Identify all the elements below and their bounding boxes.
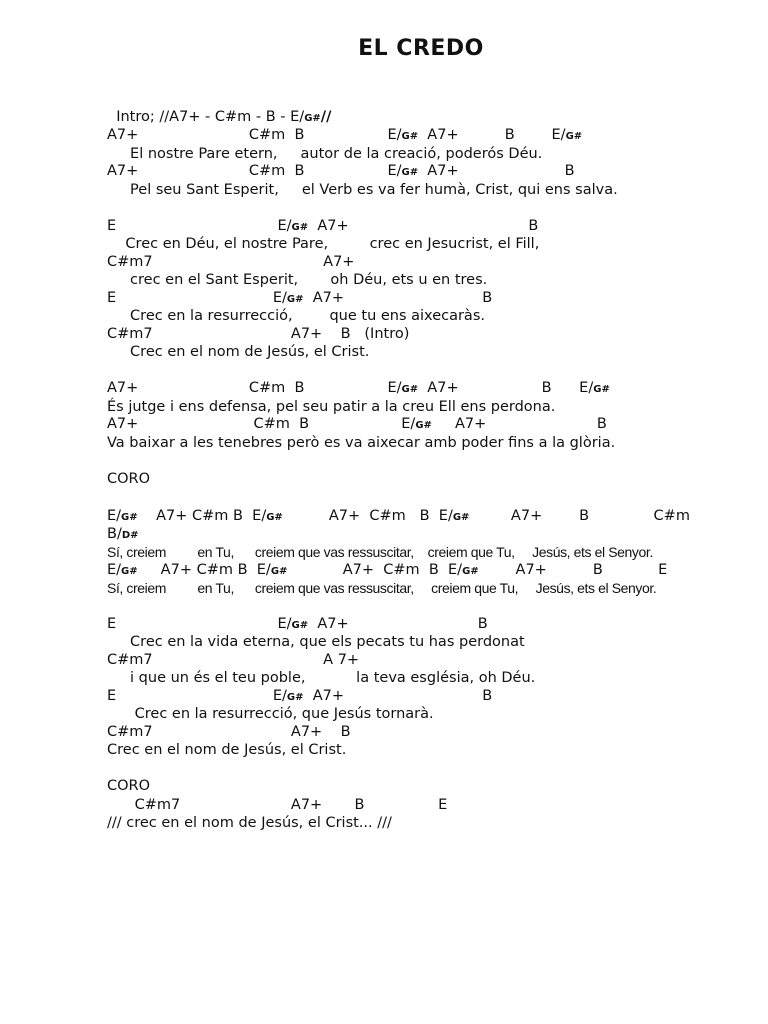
chord-text: A7+ C#m B E/ bbox=[107, 127, 402, 143]
chord-text: A7+ C#m B E/ bbox=[107, 416, 416, 432]
chord-text: A7+ B E bbox=[478, 562, 668, 578]
chord-text: E E/ bbox=[107, 616, 292, 632]
chord-sub: G# bbox=[401, 167, 419, 178]
chord-sub: G# bbox=[304, 113, 321, 124]
chord-text: A7+ C#m B E/ bbox=[137, 562, 271, 578]
lyric-line: Crec en el nom de Jesús, el Crist. bbox=[107, 344, 370, 360]
chord-text: A7+ B C#m bbox=[469, 508, 690, 524]
chord-line: C#m7 A7+ B E bbox=[107, 797, 448, 813]
chord-sub: G# bbox=[415, 420, 432, 431]
chord-sub: G# bbox=[593, 384, 610, 395]
chord-text: A7+ B E/ bbox=[418, 127, 566, 143]
chord-line bbox=[107, 126, 582, 146]
chord-text: A7+ C#m B E/ bbox=[107, 380, 402, 396]
chord-sub: G# bbox=[462, 566, 479, 577]
chord-text: A7+ B bbox=[418, 163, 575, 179]
lyric-line: crec en el Sant Esperit, oh Déu, ets u en tres. bbox=[107, 272, 488, 288]
chord-sub: G# bbox=[452, 512, 470, 523]
chord-text: A7+ C#m B E/ bbox=[282, 508, 453, 524]
lyric-line: Crec en la vida eterna, que els pecats tu has perdonat bbox=[107, 634, 525, 650]
chord-line bbox=[107, 289, 492, 309]
intro-tail: // bbox=[320, 109, 332, 125]
chord-sub: G# bbox=[121, 512, 138, 523]
chord-text: A7+ C#m B E/ bbox=[107, 163, 402, 179]
chord-text: B/ bbox=[107, 526, 122, 542]
chord-line: C#m7 A 7+ bbox=[107, 652, 360, 668]
intro-text: Intro; //A7+ - C#m - B - E/ bbox=[116, 109, 305, 125]
intro-line bbox=[107, 90, 331, 128]
lyric-line: /// crec en el nom de Jesús, el Crist... /// bbox=[107, 815, 392, 831]
chord-line bbox=[107, 507, 690, 527]
chord-line bbox=[107, 379, 610, 399]
chord-sub: G# bbox=[270, 566, 288, 577]
chord-sub: G# bbox=[291, 620, 309, 631]
chord-sub: D# bbox=[121, 530, 139, 541]
lyric-line: Crec en el nom de Jesús, el Crist. bbox=[107, 742, 347, 758]
chord-sub: G# bbox=[401, 384, 419, 395]
lyric-line: i que un és el teu poble, la teva església, oh Déu. bbox=[107, 670, 536, 686]
chord-sub: G# bbox=[565, 131, 583, 142]
section-label: CORO bbox=[107, 471, 151, 487]
chord-line bbox=[107, 217, 538, 237]
chord-text: A7+ B bbox=[303, 290, 493, 306]
chord-text: E E/ bbox=[107, 218, 292, 234]
chord-line bbox=[107, 162, 575, 182]
lyric-line: Sí, creiem en Tu, creiem que vas ressuscitar, creiem que Tu, Jesús, ets el Senyor. bbox=[107, 580, 657, 596]
chord-sub: G# bbox=[266, 512, 283, 523]
chord-line bbox=[107, 415, 607, 435]
chord-text: E E/ bbox=[107, 688, 287, 704]
lyric-line: Va baixar a les tenebres però es va aixecar amb poder fins a la glòria. bbox=[107, 435, 616, 451]
chord-text: A7+ B bbox=[303, 688, 493, 704]
lyric-line: Sí, creiem en Tu, creiem que vas ressuscitar, creiem que Tu, Jesús, ets el Senyor. bbox=[107, 544, 653, 560]
chord-line bbox=[107, 525, 139, 545]
lyric-line: Crec en la resurrecció, que tu ens aixecaràs. bbox=[107, 308, 485, 324]
chord-sub: G# bbox=[286, 692, 304, 703]
chord-line: C#m7 A7+ bbox=[107, 254, 355, 270]
chord-text: A7+ B bbox=[308, 616, 488, 632]
chord-text: A7+ B E/ bbox=[418, 380, 594, 396]
lyric-line: És jutge i ens defensa, pel seu patir a la creu Ell ens perdona. bbox=[107, 399, 556, 415]
chord-line bbox=[107, 561, 667, 581]
lyric-line: Pel seu Sant Esperit, el Verb es va fer humà, Crist, qui ens salva. bbox=[107, 182, 618, 198]
chord-sub: G# bbox=[401, 131, 419, 142]
chord-sub: G# bbox=[121, 566, 138, 577]
chord-line: C#m7 A7+ B (Intro) bbox=[107, 326, 410, 342]
chord-line bbox=[107, 687, 492, 707]
chord-line bbox=[107, 615, 488, 635]
chord-line: C#m7 A7+ B bbox=[107, 724, 351, 740]
chord-sub: G# bbox=[291, 222, 309, 233]
lyric-line: Crec en Déu, el nostre Pare, crec en Jesucrist, el Fill, bbox=[107, 236, 540, 252]
section-label: CORO bbox=[107, 778, 151, 794]
chord-text: E/ bbox=[107, 508, 122, 524]
chord-text: E/ bbox=[107, 562, 122, 578]
chord-text: A7+ B bbox=[308, 218, 539, 234]
chord-text: A7+ C#m B E/ bbox=[287, 562, 463, 578]
lyric-line: El nostre Pare etern, autor de la creació, poderós Déu. bbox=[107, 146, 543, 162]
chord-text: E E/ bbox=[107, 290, 287, 306]
chord-sub: G# bbox=[286, 294, 304, 305]
chord-text: A7+ B bbox=[431, 416, 607, 432]
page-title: EL CREDO bbox=[358, 36, 484, 61]
chord-text: A7+ C#m B E/ bbox=[137, 508, 267, 524]
lyric-line: Crec en la resurrecció, que Jesús tornarà. bbox=[107, 706, 434, 722]
